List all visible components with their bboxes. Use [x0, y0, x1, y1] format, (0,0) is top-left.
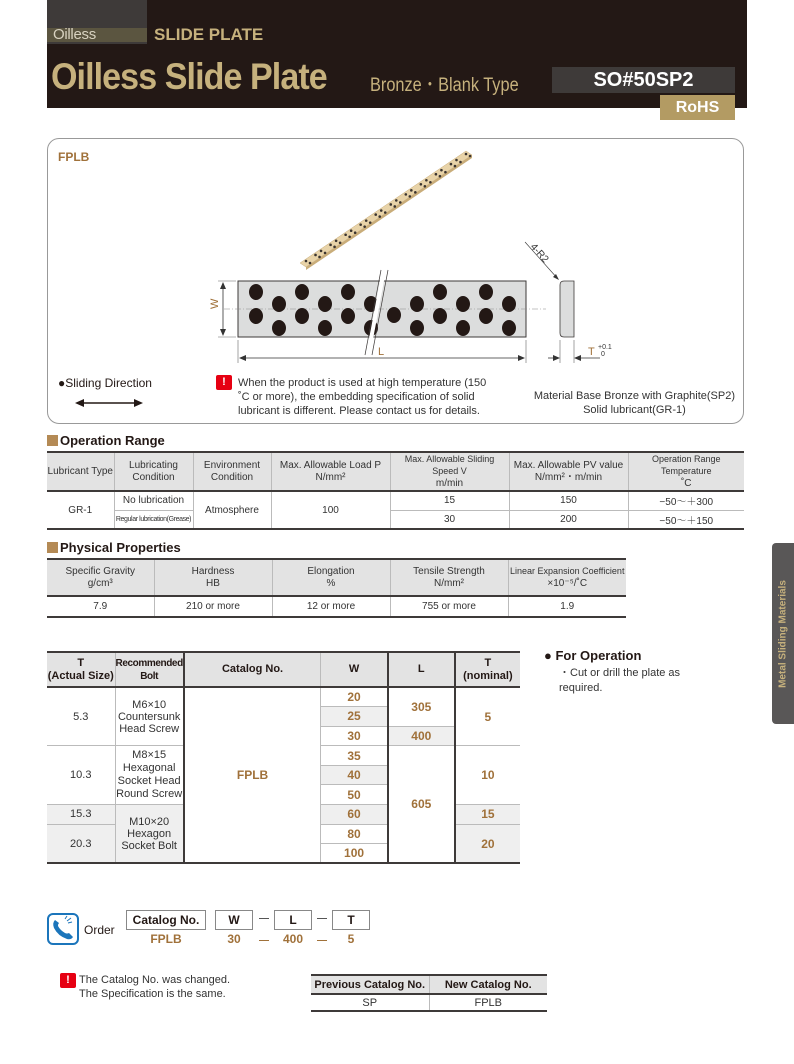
max-load: 100: [271, 491, 390, 529]
w-value: 50: [321, 785, 388, 805]
specific-gravity: 7.9: [47, 596, 154, 617]
t-actual: 5.3: [47, 687, 115, 746]
dash: [259, 918, 269, 919]
lubricant-plug: [410, 296, 424, 312]
material-lubricant: Solid lubricant(GR-1): [583, 404, 686, 416]
operation-range-title: Operation Range: [47, 433, 165, 448]
order-box-w: W: [215, 910, 253, 930]
bar-plug: [305, 260, 308, 263]
front-view: [209, 270, 546, 363]
order-value-w: 30: [227, 932, 241, 946]
t-actual: 10.3: [47, 746, 115, 805]
lubricant-plug: [272, 320, 286, 336]
bar-plug: [309, 262, 312, 265]
bar-plug: [378, 215, 381, 218]
bar-plug: [399, 201, 402, 204]
lubricant-plug: [318, 296, 332, 312]
bar-plug: [395, 199, 398, 202]
sliding-direction-arrow-icon: [75, 399, 143, 407]
order-box-l: L: [274, 910, 312, 930]
dim-l-label: L: [378, 346, 385, 358]
t-nominal: 15: [455, 805, 520, 825]
order-box-catalog: Catalog No.: [126, 910, 206, 930]
l-value: 400: [388, 726, 455, 746]
pv: 150: [509, 491, 628, 510]
condition: No lubrication: [114, 491, 193, 510]
bar-plug: [389, 203, 392, 206]
dash: [317, 940, 327, 941]
table-row: [47, 491, 744, 510]
bar-plug: [393, 205, 396, 208]
table-header-row: [47, 652, 520, 687]
col-lubricating-condition: Lubricating Condition: [114, 452, 193, 491]
warning-icon: [60, 973, 76, 988]
expansion-coefficient: 1.9: [508, 596, 626, 617]
bar-plug: [459, 161, 462, 164]
lubricant-plug: [502, 296, 516, 312]
bar-plug: [455, 159, 458, 162]
temperature: −50～＋300: [628, 491, 744, 510]
bar-plug: [405, 193, 408, 196]
t-nominal: 20: [481, 836, 495, 851]
tolerance-lower: 0: [601, 351, 605, 358]
w-value: 25: [321, 707, 388, 727]
table-row: [47, 510, 744, 529]
rohs-badge: RoHS: [660, 95, 735, 120]
elongation: 12 or more: [272, 596, 390, 617]
bar-plug: [424, 185, 427, 188]
dim-t-label: T: [588, 346, 595, 358]
table-row: [47, 596, 626, 617]
order-value-t: 5: [347, 932, 355, 946]
drawing-label: FPLB: [58, 150, 90, 164]
hardness: 210 or more: [154, 596, 272, 617]
bar-plug: [410, 189, 413, 192]
category-label: SLIDE PLATE: [154, 25, 264, 44]
product-image: [300, 151, 472, 270]
bar-plug: [420, 183, 423, 186]
bar-plug: [469, 155, 472, 158]
col-max-pv: Max. Allowable PV value N/mm²・m/min: [509, 452, 628, 491]
col-tensile-strength: Tensile Strength N/mm²: [390, 559, 508, 596]
bar-plug: [314, 254, 317, 257]
section-square-icon: [47, 542, 58, 553]
w-value: 100: [321, 844, 388, 864]
lubricant-plug: [341, 284, 355, 300]
high-temp-warning: When the product is used at high temperature (150 ˚C or more), the embedding specification of solid lubricant is different. Please contact us for details.: [238, 377, 487, 417]
drawing-panel: [47, 138, 744, 424]
lubricant-plug: [295, 308, 309, 324]
lubricant-plug: [502, 320, 516, 336]
bullet-icon: ●: [544, 648, 556, 663]
bar-plug: [344, 233, 347, 236]
col-hardness: Hardness HB: [154, 559, 272, 596]
speed: 30: [390, 510, 509, 529]
bar-plug: [348, 235, 351, 238]
col-max-speed: Max. Allowable Sliding Speed V m/min: [390, 452, 509, 491]
bar-plug: [429, 181, 432, 184]
operation-range-table: [47, 451, 744, 530]
bar-plug: [320, 250, 323, 253]
dim-w-label: W: [209, 298, 221, 309]
table-header-row: [47, 559, 626, 596]
side-tab-metal-sliding-materials[interactable]: Metal Sliding Materials: [772, 543, 794, 724]
bar-plug: [339, 242, 342, 245]
lubricant-plug: [249, 284, 263, 300]
material-note: [534, 389, 735, 417]
previous-catalog: SP: [311, 994, 429, 1011]
tolerance-upper: +0.1: [598, 344, 612, 351]
for-operation: [544, 648, 699, 696]
col-lubricant-type: Lubricant Type: [47, 452, 114, 491]
bar-plug: [409, 195, 412, 198]
order-box-t: T: [332, 910, 370, 930]
bolt: M6×10 Countersunk Head Screw: [115, 687, 184, 746]
col-t-nominal: T (nominal): [455, 652, 520, 687]
catalog-no: FPLB: [184, 687, 321, 863]
bar-plug: [380, 209, 383, 212]
col-elongation: Elongation %: [272, 559, 390, 596]
brand-name: Oilless: [53, 26, 96, 43]
table-header-row: [47, 452, 744, 491]
for-operation-title: ● For Operation: [544, 648, 642, 663]
lubricant-plug: [456, 296, 470, 312]
bar-plug: [439, 175, 442, 178]
page-subtitle: Bronze・Blank Type: [370, 75, 519, 96]
bar-plug: [454, 165, 457, 168]
new-catalog: FPLB: [474, 996, 502, 1009]
product-code: SO#50SP2: [552, 67, 735, 93]
col-w: W: [321, 652, 388, 687]
col-previous: Previous Catalog No.: [311, 975, 429, 994]
w-value: 60: [321, 805, 388, 825]
tensile-strength: 755 or more: [390, 596, 508, 617]
bar-plug: [329, 244, 332, 247]
order-label: Order: [84, 923, 115, 937]
w-value: 40: [321, 765, 388, 785]
order-value-catalog: FPLB: [150, 932, 182, 946]
bar-plug: [414, 191, 417, 194]
lubricant-plug: [456, 320, 470, 336]
speed: 15: [390, 491, 509, 510]
physical-properties-title: Physical Properties: [47, 540, 181, 555]
col-environment: Environment Condition: [193, 452, 271, 491]
bar-plug: [363, 225, 366, 228]
lubricant-plug: [433, 284, 447, 300]
lubricant-plug: [249, 308, 263, 324]
bar-plug: [335, 240, 338, 243]
table-row: [47, 687, 520, 707]
bar-plug: [435, 173, 438, 176]
bar-plug: [374, 213, 377, 216]
table-row: [311, 994, 547, 1011]
environment: Atmosphere: [193, 491, 271, 529]
col-t-actual: T (Actual Size): [47, 652, 115, 687]
radius-label: 4-R2: [527, 241, 551, 266]
col-l: L: [388, 652, 455, 687]
bar-plug: [324, 252, 327, 255]
t-nominal: 10: [455, 746, 520, 805]
lubricant-plug: [410, 320, 424, 336]
warning-icon: [216, 375, 232, 390]
page-header: [47, 0, 747, 108]
col-max-load: Max. Allowable Load P N/mm²: [271, 452, 390, 491]
section-square-icon: [47, 435, 58, 446]
bar-plug: [425, 179, 428, 182]
col-catalog: Catalog No.: [184, 652, 321, 687]
bar-plug: [359, 223, 362, 226]
physical-properties-table: [47, 558, 626, 618]
bar-plug: [354, 231, 357, 234]
lubricant-plug: [479, 284, 493, 300]
dash: [317, 918, 327, 919]
side-view: [525, 242, 612, 363]
phone-icon: [47, 913, 79, 945]
bar-plug: [350, 229, 353, 232]
lubricant-plug: [433, 308, 447, 324]
lubricant-type: GR-1: [47, 491, 114, 529]
material-base: Material Base Bronze with Graphite(SP2): [533, 390, 735, 402]
page-title: Oilless Slide Plate: [51, 56, 327, 97]
col-new: New Catalog No.: [429, 975, 547, 994]
t-actual: 15.3: [47, 805, 115, 825]
lubricant-plug: [272, 296, 286, 312]
bar-plug: [318, 256, 321, 259]
bolt: M8×15 Hexagonal Socket Head Round Screw: [115, 746, 184, 805]
bar-plug: [450, 163, 453, 166]
size-table: [47, 651, 520, 864]
l-value: 305: [388, 687, 455, 726]
bar-plug: [365, 219, 368, 222]
col-expansion: Linear Expansion Coefficient ×10⁻⁵/˚C: [508, 559, 626, 596]
col-bolt: Recommended Bolt: [115, 652, 184, 687]
lubricant-plug: [295, 284, 309, 300]
bar-plug: [465, 153, 468, 156]
lubricant-plug: [387, 307, 401, 323]
catalog-change-note: The Catalog No. was changed. The Specification is the same.: [79, 974, 231, 1000]
bar-plug: [444, 171, 447, 174]
t-actual: 20.3: [47, 824, 115, 863]
table-header-row: [311, 975, 547, 994]
temperature: −50～＋150: [628, 510, 744, 529]
bar-plug: [333, 246, 336, 249]
lubricant-plug: [341, 308, 355, 324]
catalog-change-table: [311, 974, 547, 1012]
lubricant-plug: [318, 320, 332, 336]
bolt: M10×20 Hexagon Socket Bolt: [115, 805, 184, 864]
order-value-l: 400: [282, 932, 304, 946]
dash: [259, 940, 269, 941]
pv: 200: [509, 510, 628, 529]
for-operation-text: ・Cut or drill the plate as required.: [559, 667, 681, 694]
condition: Regular lubrication(Grease): [114, 510, 193, 529]
bar-plug: [384, 211, 387, 214]
w-value: 30: [321, 726, 388, 746]
w-value: 35: [321, 746, 388, 766]
bar-plug: [369, 221, 372, 224]
l-value: 605: [388, 746, 455, 864]
lubricant-plug: [479, 308, 493, 324]
w-value: 80: [321, 824, 388, 844]
bar-plug: [440, 169, 443, 172]
t-nominal: 5: [455, 687, 520, 746]
col-temperature: Operation Range Temperature ˚C: [628, 452, 744, 491]
col-specific-gravity: Specific Gravity g/cm³: [47, 559, 154, 596]
w-value: 20: [321, 687, 388, 707]
sliding-direction-label: ●Sliding Direction: [58, 376, 152, 390]
bullet-icon: ●: [58, 376, 66, 390]
